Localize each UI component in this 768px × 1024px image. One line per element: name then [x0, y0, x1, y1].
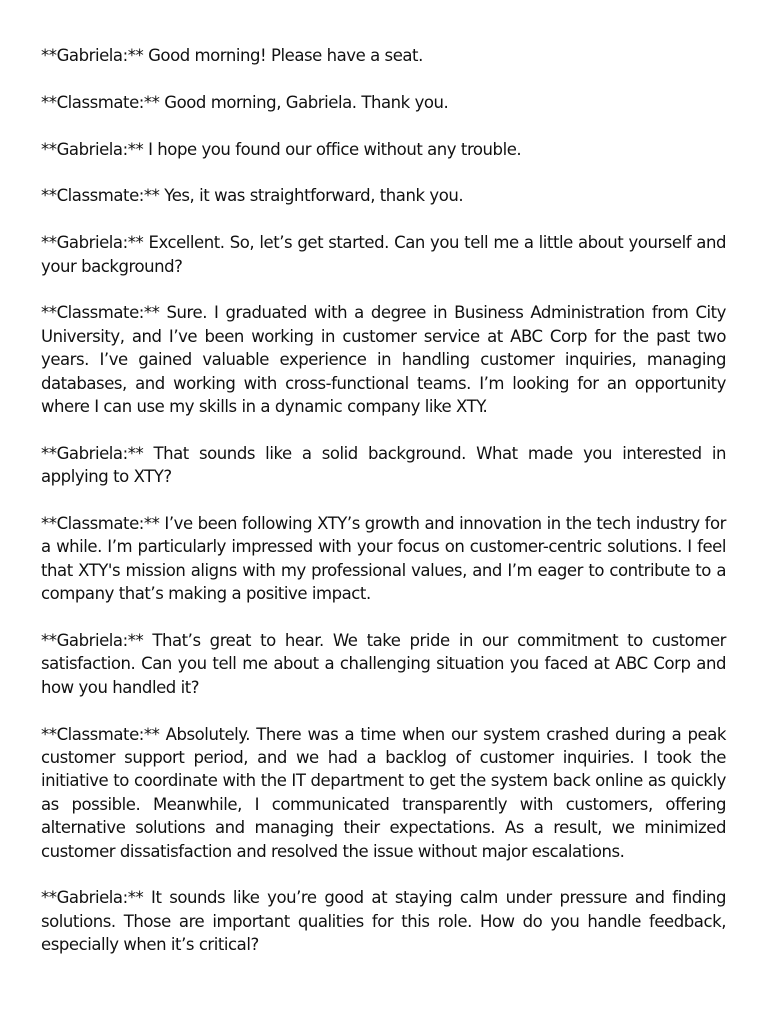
document-body: [41, 44, 726, 957]
dialogue-paragraph: **Classmate:** Yes, it was straightforward, thank you.: [41, 186, 464, 206]
dialogue-paragraph: **Gabriela:** I hope you found our office without any trouble.: [41, 139, 522, 159]
dialogue-paragraph: **Classmate:** Good morning, Gabriela. Thank you.: [41, 92, 449, 112]
dialogue-paragraph: **Gabriela:** That sounds like a solid background. What made you interested in applying to XTY?: [41, 443, 726, 487]
dialogue-paragraph: **Gabriela:** It sounds like you’re good at staying calm under pressure and finding solutions. Those are important qualities for this role. How do you handle feedback, especially when it’s critical?: [41, 888, 726, 955]
dialogue-paragraph: **Classmate:** Sure. I graduated with a degree in Business Administration from City University, and I’ve been working in customer service at ABC Corp for the past two years. I’ve gained valuable experience in handling customer inquiries, managing databases, and working with cross-functional teams. I’m looking for an opportunity where I can use my skills in a dynamic company like XTY.: [41, 303, 726, 417]
dialogue-paragraph: **Classmate:** I’ve been following XTY’s growth and innovation in the tech industry for a while. I’m particularly impressed with your focus on customer-centric solutions. I feel that XTY's mission aligns with my professional values, and I’m eager to contribute to a company that’s making a positive impact.: [41, 514, 726, 604]
dialogue-paragraph: **Gabriela:** Good morning! Please have a seat.: [41, 46, 423, 65]
dialogue-paragraph: **Gabriela:** That’s great to hear. We take pride in our commitment to customer satisfaction. Can you tell me about a challenging situation you faced at ABC Corp and how you handled it?: [41, 631, 726, 697]
dialogue-paragraph: **Classmate:** Absolutely. There was a time when our system crashed during a peak customer support period, and we had a backlog of customer inquiries. I took the initiative to coordinate with the IT department to get the system back online as quickly as possible. Meanwhile, I communicated transparently with customers, offering alternative solutions and managing their expectations. As a result, we minimized customer dissatisfaction and resolved the issue without major escalations.: [41, 724, 726, 861]
dialogue-paragraph: **Gabriela:** Excellent. So, let’s get started. Can you tell me a little about yourself and your background?: [41, 233, 726, 276]
